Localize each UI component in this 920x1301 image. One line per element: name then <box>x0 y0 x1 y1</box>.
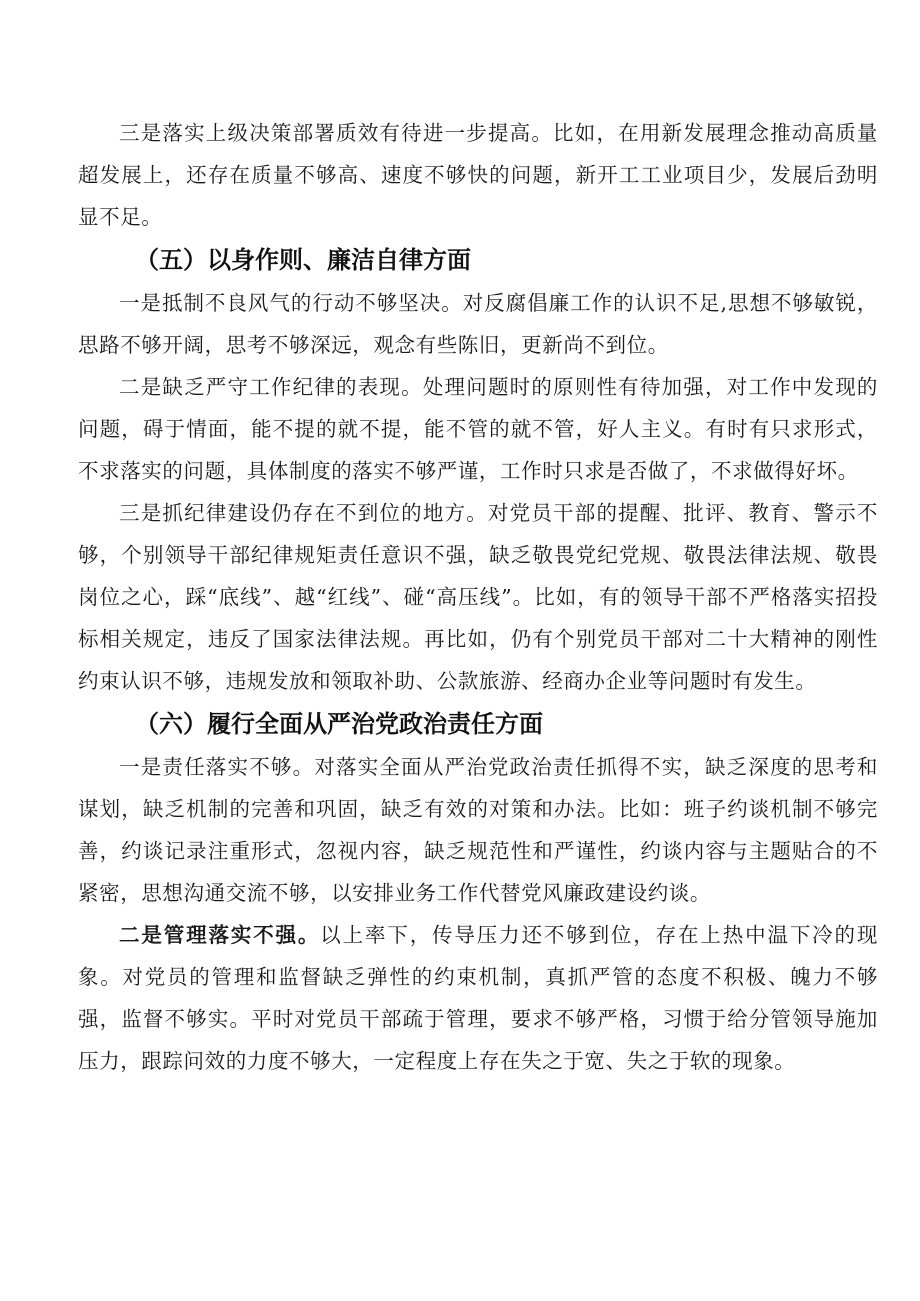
section-heading-6: （六）履行全面从严治党政治责任方面 <box>135 710 543 738</box>
paragraph-3: 二是缺乏严守工作纪律的表现。处理问题时的原则性有待加强，对工作中发现的问题，碍于情面，能不提的就不提，能不管的就不管，好人主义。有时有只求形式，不求落实的问题，具体制度的落实不够严谨，工作时只求是否做了，不求做得好坏。 <box>78 375 878 483</box>
paragraph-2: 一是抵制不良风气的行动不够坚决。对反腐倡廉工作的认识不足,思想不够敏锐，思路不够开阔，思考不够深远，观念有些陈旧，更新尚不到位。 <box>78 291 878 357</box>
paragraph-4: 三是抓纪律建设仍存在不到位的地方。对党员干部的提醒、批评、教育、警示不够，个别领导干部纪律规矩责任意识不强，缺乏敬畏党纪党规、敬畏法律法规、敬畏岗位之心，踩“底线”、越“红线”、碰“高压线”。比如，有的领导干部不严格落实招投标相关规定，违反了国家法律法规。再比如，仍有个别党员干部对二十大精神的刚性约束认识不够，违规发放和领取补助、公款旅游、经商办企业等问题时有发生。 <box>78 501 878 693</box>
paragraph-body: 以上率下，传导压力还不够到位，存在上热中温下冷的现象。对党员的管理和监督缺乏弹性的约束机制，真抓严管的态度不积极、魄力不够强，监督不够实。平时对党员干部疏于管理，要求不够严格，习惯于给分管领导施加压力，跟踪问效的力度不够大，一定程度上存在失之于宽、失之于软的现象。 <box>78 923 878 1073</box>
document-body <box>78 112 878 1082</box>
section-heading-5: （五）以身作则、廉洁自律方面 <box>135 246 471 274</box>
paragraph-lead: 二是管理落实不强。 <box>119 923 321 947</box>
paragraph-6 <box>78 914 878 1082</box>
paragraph-1: 三是落实上级决策部署质效有待进一步提高。比如，在用新发展理念推动高质量超发展上，还存在质量不够高、速度不够快的问题，新开工工业项目少，发展后劲明显不足。 <box>78 121 878 229</box>
paragraph-5: 一是责任落实不够。对落实全面从严治党政治责任抓得不实，缺乏深度的思考和谋划，缺乏机制的完善和巩固，缺乏有效的对策和办法。比如：班子约谈机制不够完善，约谈记录注重形式，忽视内容，缺乏规范性和严谨性，约谈内容与主题贴合的不紧密，思想沟通交流不够，以安排业务工作代替党风廉政建设约谈。 <box>78 755 878 905</box>
